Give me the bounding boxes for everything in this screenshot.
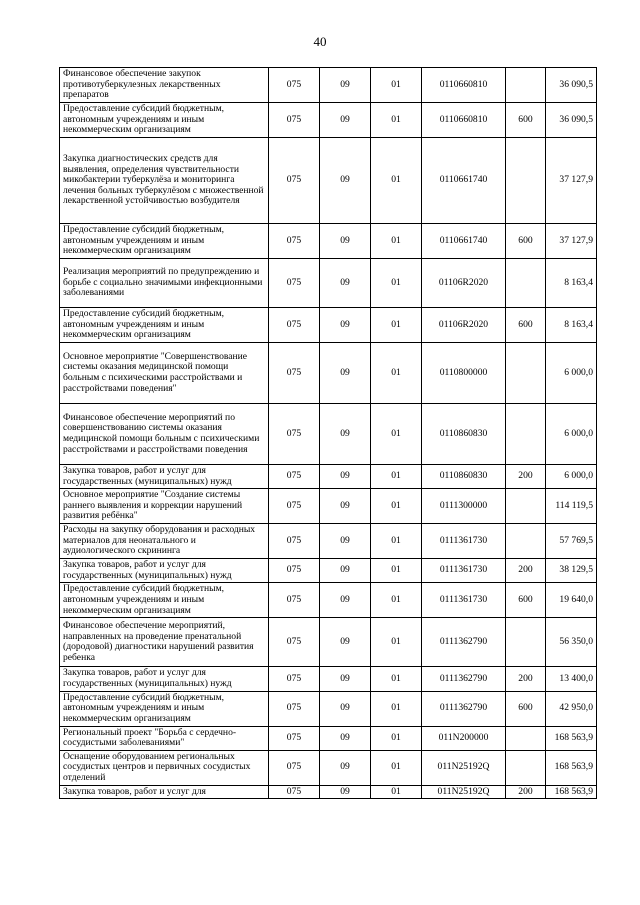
expense-type-code — [506, 726, 546, 750]
section-code: 09 — [320, 750, 371, 785]
table-row — [60, 343, 597, 404]
section-code: 09 — [320, 259, 371, 308]
ministry-code: 075 — [269, 750, 320, 785]
table-row — [60, 726, 597, 750]
row-name: Закупка товаров, работ и услуг для государственных (муниципальных) нужд — [60, 667, 269, 691]
amount-value: 57 769,5 — [546, 524, 597, 559]
expense-type-code: 600 — [506, 224, 546, 259]
section-code: 09 — [320, 103, 371, 138]
section-code: 09 — [320, 583, 371, 618]
row-name: Закупка диагностических средств для выявления, определения чувствительности микобактерии туберкулёза и мониторинга лечения больных туберкулёзом с множественной лекарственной устойчивостью возбудителя — [60, 138, 269, 224]
ministry-code: 075 — [269, 726, 320, 750]
ministry-code: 075 — [269, 489, 320, 524]
row-name: Основное мероприятие "Создание системы раннего выявления и коррекции нарушений развития ребёнка" — [60, 489, 269, 524]
target-article-code: 011N200000 — [422, 726, 506, 750]
ministry-code: 075 — [269, 259, 320, 308]
expense-type-code — [506, 138, 546, 224]
amount-value: 56 350,0 — [546, 618, 597, 667]
table-row — [60, 489, 597, 524]
ministry-code: 075 — [269, 138, 320, 224]
expense-type-code: 200 — [506, 465, 546, 489]
budget-table — [59, 67, 597, 799]
subsection-code: 01 — [371, 583, 422, 618]
subsection-code: 01 — [371, 259, 422, 308]
section-code: 09 — [320, 308, 371, 343]
section-code: 09 — [320, 138, 371, 224]
target-article-code: 0110661740 — [422, 138, 506, 224]
expense-type-code: 600 — [506, 583, 546, 618]
ministry-code: 075 — [269, 583, 320, 618]
table-row — [60, 103, 597, 138]
target-article-code: 011N25192Q — [422, 750, 506, 785]
row-name: Оснащение оборудованием региональных сосудистых центров и первичных сосудистых отделений — [60, 750, 269, 785]
table-row — [60, 691, 597, 726]
section-code: 09 — [320, 404, 371, 465]
ministry-code: 075 — [269, 224, 320, 259]
amount-value: 37 127,9 — [546, 138, 597, 224]
row-name: Закупка товаров, работ и услуг для — [60, 785, 269, 799]
table-row — [60, 308, 597, 343]
target-article-code: 0111362790 — [422, 691, 506, 726]
target-article-code: 0110661740 — [422, 224, 506, 259]
amount-value: 37 127,9 — [546, 224, 597, 259]
expense-type-code: 200 — [506, 785, 546, 799]
subsection-code: 01 — [371, 691, 422, 726]
ministry-code: 075 — [269, 785, 320, 799]
expense-type-code — [506, 618, 546, 667]
expense-type-code — [506, 524, 546, 559]
table-row — [60, 750, 597, 785]
section-code: 09 — [320, 524, 371, 559]
row-name: Закупка товаров, работ и услуг для государственных (муниципальных) нужд — [60, 465, 269, 489]
section-code: 09 — [320, 68, 371, 103]
subsection-code: 01 — [371, 138, 422, 224]
target-article-code: 01106R2020 — [422, 308, 506, 343]
section-code: 09 — [320, 618, 371, 667]
subsection-code: 01 — [371, 667, 422, 691]
row-name: Предоставление субсидий бюджетным, автономным учреждениям и иным некоммерческим организациям — [60, 583, 269, 618]
section-code: 09 — [320, 667, 371, 691]
section-code: 09 — [320, 785, 371, 799]
table-row — [60, 138, 597, 224]
section-code: 09 — [320, 691, 371, 726]
ministry-code: 075 — [269, 343, 320, 404]
target-article-code: 0111362790 — [422, 667, 506, 691]
subsection-code: 01 — [371, 750, 422, 785]
table-row — [60, 559, 597, 583]
amount-value: 6 000,0 — [546, 404, 597, 465]
expense-type-code — [506, 404, 546, 465]
subsection-code: 01 — [371, 489, 422, 524]
table-row — [60, 524, 597, 559]
expense-type-code — [506, 343, 546, 404]
target-article-code: 0111300000 — [422, 489, 506, 524]
row-name: Предоставление субсидий бюджетным, автономным учреждениям и иным некоммерческим организациям — [60, 224, 269, 259]
amount-value: 36 090,5 — [546, 68, 597, 103]
subsection-code: 01 — [371, 103, 422, 138]
target-article-code: 0110800000 — [422, 343, 506, 404]
row-name: Финансовое обеспечение мероприятий по совершенствованию системы оказания медицинской помощи больным с психическими расстройствами и расстройствами поведения — [60, 404, 269, 465]
ministry-code: 075 — [269, 559, 320, 583]
row-name: Основное мероприятие "Совершенствование системы оказания медицинской помощи больным с психическими расстройствами и расстройствами поведения" — [60, 343, 269, 404]
target-article-code: 011N25192Q — [422, 785, 506, 799]
subsection-code: 01 — [371, 726, 422, 750]
table-row — [60, 618, 597, 667]
table-row — [60, 259, 597, 308]
section-code: 09 — [320, 559, 371, 583]
table-row — [60, 224, 597, 259]
amount-value: 168 563,9 — [546, 750, 597, 785]
target-article-code: 0110860830 — [422, 465, 506, 489]
expense-type-code — [506, 68, 546, 103]
page-number: 40 — [313, 34, 327, 49]
target-article-code: 0111361730 — [422, 524, 506, 559]
section-code: 09 — [320, 465, 371, 489]
ministry-code: 075 — [269, 308, 320, 343]
expense-type-code — [506, 489, 546, 524]
row-name: Предоставление субсидий бюджетным, автономным учреждениям и иным некоммерческим организациям — [60, 103, 269, 138]
subsection-code: 01 — [371, 404, 422, 465]
amount-value: 42 950,0 — [546, 691, 597, 726]
subsection-code: 01 — [371, 465, 422, 489]
subsection-code: 01 — [371, 524, 422, 559]
row-name: Предоставление субсидий бюджетным, автономным учреждениям и иным некоммерческим организациям — [60, 308, 269, 343]
amount-value: 114 119,5 — [546, 489, 597, 524]
table-row — [60, 583, 597, 618]
expense-type-code: 200 — [506, 559, 546, 583]
expense-type-code: 600 — [506, 103, 546, 138]
amount-value: 6 000,0 — [546, 465, 597, 489]
amount-value: 8 163,4 — [546, 259, 597, 308]
section-code: 09 — [320, 343, 371, 404]
section-code: 09 — [320, 224, 371, 259]
row-name: Закупка товаров, работ и услуг для государственных (муниципальных) нужд — [60, 559, 269, 583]
amount-value: 19 640,0 — [546, 583, 597, 618]
table-body — [60, 68, 597, 799]
amount-value: 168 563,9 — [546, 726, 597, 750]
ministry-code: 075 — [269, 667, 320, 691]
subsection-code: 01 — [371, 618, 422, 667]
ministry-code: 075 — [269, 524, 320, 559]
amount-value: 36 090,5 — [546, 103, 597, 138]
subsection-code: 01 — [371, 343, 422, 404]
subsection-code: 01 — [371, 785, 422, 799]
ministry-code: 075 — [269, 465, 320, 489]
ministry-code: 075 — [269, 68, 320, 103]
row-name: Предоставление субсидий бюджетным, автономным учреждениям и иным некоммерческим организациям — [60, 691, 269, 726]
target-article-code: 0111361730 — [422, 559, 506, 583]
table-row — [60, 68, 597, 103]
expense-type-code: 600 — [506, 308, 546, 343]
amount-value: 168 563,9 — [546, 785, 597, 799]
target-article-code: 0111362790 — [422, 618, 506, 667]
expense-type-code: 200 — [506, 667, 546, 691]
subsection-code: 01 — [371, 224, 422, 259]
target-article-code: 0110660810 — [422, 68, 506, 103]
row-name: Финансовое обеспечение закупок противотуберкулезных лекарственных препаратов — [60, 68, 269, 103]
row-name: Реализация мероприятий по предупреждению и борьбе с социально значимыми инфекционными заболеваниями — [60, 259, 269, 308]
expense-type-code — [506, 750, 546, 785]
ministry-code: 075 — [269, 404, 320, 465]
ministry-code: 075 — [269, 618, 320, 667]
target-article-code: 0110660810 — [422, 103, 506, 138]
table-row — [60, 465, 597, 489]
amount-value: 38 129,5 — [546, 559, 597, 583]
section-code: 09 — [320, 726, 371, 750]
amount-value: 8 163,4 — [546, 308, 597, 343]
amount-value: 6 000,0 — [546, 343, 597, 404]
ministry-code: 075 — [269, 103, 320, 138]
table-row — [60, 404, 597, 465]
expense-type-code: 600 — [506, 691, 546, 726]
subsection-code: 01 — [371, 559, 422, 583]
row-name: Расходы на закупку оборудования и расходных материалов для неонатального и аудиологического скрининга — [60, 524, 269, 559]
row-name: Финансовое обеспечение мероприятий, направленных на проведение пренатальной (дородовой) диагностики нарушений развития ребенка — [60, 618, 269, 667]
subsection-code: 01 — [371, 68, 422, 103]
expense-type-code — [506, 259, 546, 308]
target-article-code: 0111361730 — [422, 583, 506, 618]
subsection-code: 01 — [371, 308, 422, 343]
table-row — [60, 785, 597, 799]
ministry-code: 075 — [269, 691, 320, 726]
table-row — [60, 667, 597, 691]
row-name: Региональный проект "Борьба с сердечно-сосудистыми заболеваниями" — [60, 726, 269, 750]
target-article-code: 01106R2020 — [422, 259, 506, 308]
section-code: 09 — [320, 489, 371, 524]
amount-value: 13 400,0 — [546, 667, 597, 691]
target-article-code: 0110860830 — [422, 404, 506, 465]
